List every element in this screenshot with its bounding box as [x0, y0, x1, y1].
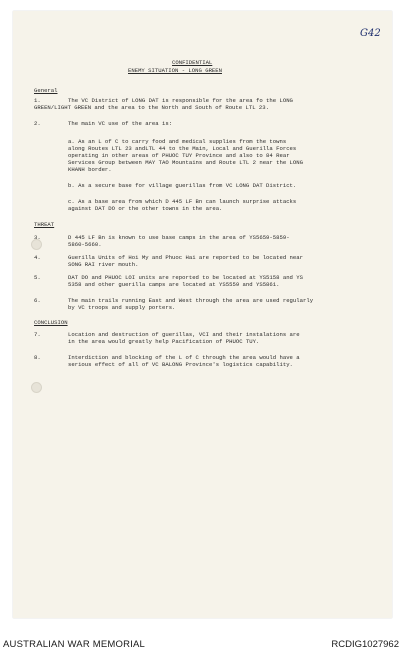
subpara-text: c. As a base area from which D 445 LF Bn can launch surprise attacks — [68, 198, 297, 205]
document-title: ENEMY SITUATION - LONG GREEN — [128, 67, 222, 74]
para-text: GREEN/LIGHT GREEN and the area to the North and South of Route LTL 23. — [34, 104, 269, 111]
footer-bar — [0, 629, 405, 653]
para-text: 5358 and other guerilla camps are located at YS5559 and YS5861. — [68, 281, 280, 288]
reference-id: RCDIG1027962 — [331, 639, 399, 650]
para-text: serious effect of all of VC BALONG Province's logistics capability. — [68, 361, 293, 368]
para-text: The main trails running East and West through the area are used regularly — [68, 297, 314, 304]
para-text: 5860-5660. — [68, 241, 102, 248]
subpara-text: along Routes LTL 23 andLTL 44 to the Main, Local and Guerilla Forces — [68, 145, 297, 152]
general-heading: General — [34, 87, 58, 94]
para-text: D 445 LF Bn is known to use base camps in the area of YS5659-5859- — [68, 234, 290, 241]
para-number: 2. — [34, 120, 41, 127]
handwritten-annotation: G42 — [360, 28, 381, 39]
para-number: 8. — [34, 354, 41, 361]
para-text: The VC District of LONG DAT is responsible for the area fo the LONG — [68, 97, 293, 104]
punch-hole — [31, 382, 42, 393]
subpara-text: against DAT DO or the other towns in the area. — [68, 205, 223, 212]
para-text: SONG RAI river mouth. — [68, 261, 139, 268]
para-number: 1. — [34, 97, 41, 104]
threat-heading: THREAT — [34, 221, 55, 228]
para-text: Guerilla Units of Hoi My and Phuoc Hai are reported to be located near — [68, 254, 303, 261]
para-text: by VC troops and supply porters. — [68, 304, 176, 311]
para-text: DAT DO and PHUOC LOI units are reported to be located at YS5158 and YS — [68, 274, 303, 281]
para-text: Location and destruction of guerillas, VCI and their instalations are — [68, 331, 300, 338]
subpara-text: Services Group between MAY TAO Mountains and Route LTL 2 near the LONG — [68, 159, 303, 166]
para-number: 3. — [34, 234, 41, 241]
para-number: 5. — [34, 274, 41, 281]
subpara-text: a. As an L of C to carry food and medical supplies from the towns — [68, 138, 287, 145]
para-number: 7. — [34, 331, 41, 338]
para-text: in the area would greatly help Pacification of PHUOC TUY. — [68, 338, 260, 345]
subpara-text: KHANH border. — [68, 166, 112, 173]
subpara-text: operating in other areas of PHUOC TUY Province and also to 84 Rear — [68, 152, 290, 159]
subpara-text: b. As a secure base for village guerillas from VC LONG DAT District. — [68, 182, 297, 189]
source-label: AUSTRALIAN WAR MEMORIAL — [3, 639, 146, 650]
para-text: The main VC use of the area is: — [68, 120, 173, 127]
classification: CONFIDENTIAL — [172, 59, 213, 66]
conclusion-heading: CONCLUSION — [34, 319, 68, 326]
para-number: 4. — [34, 254, 41, 261]
para-number: 6. — [34, 297, 41, 304]
para-text: Interdiction and blocking of the L of C through the area would have a — [68, 354, 300, 361]
